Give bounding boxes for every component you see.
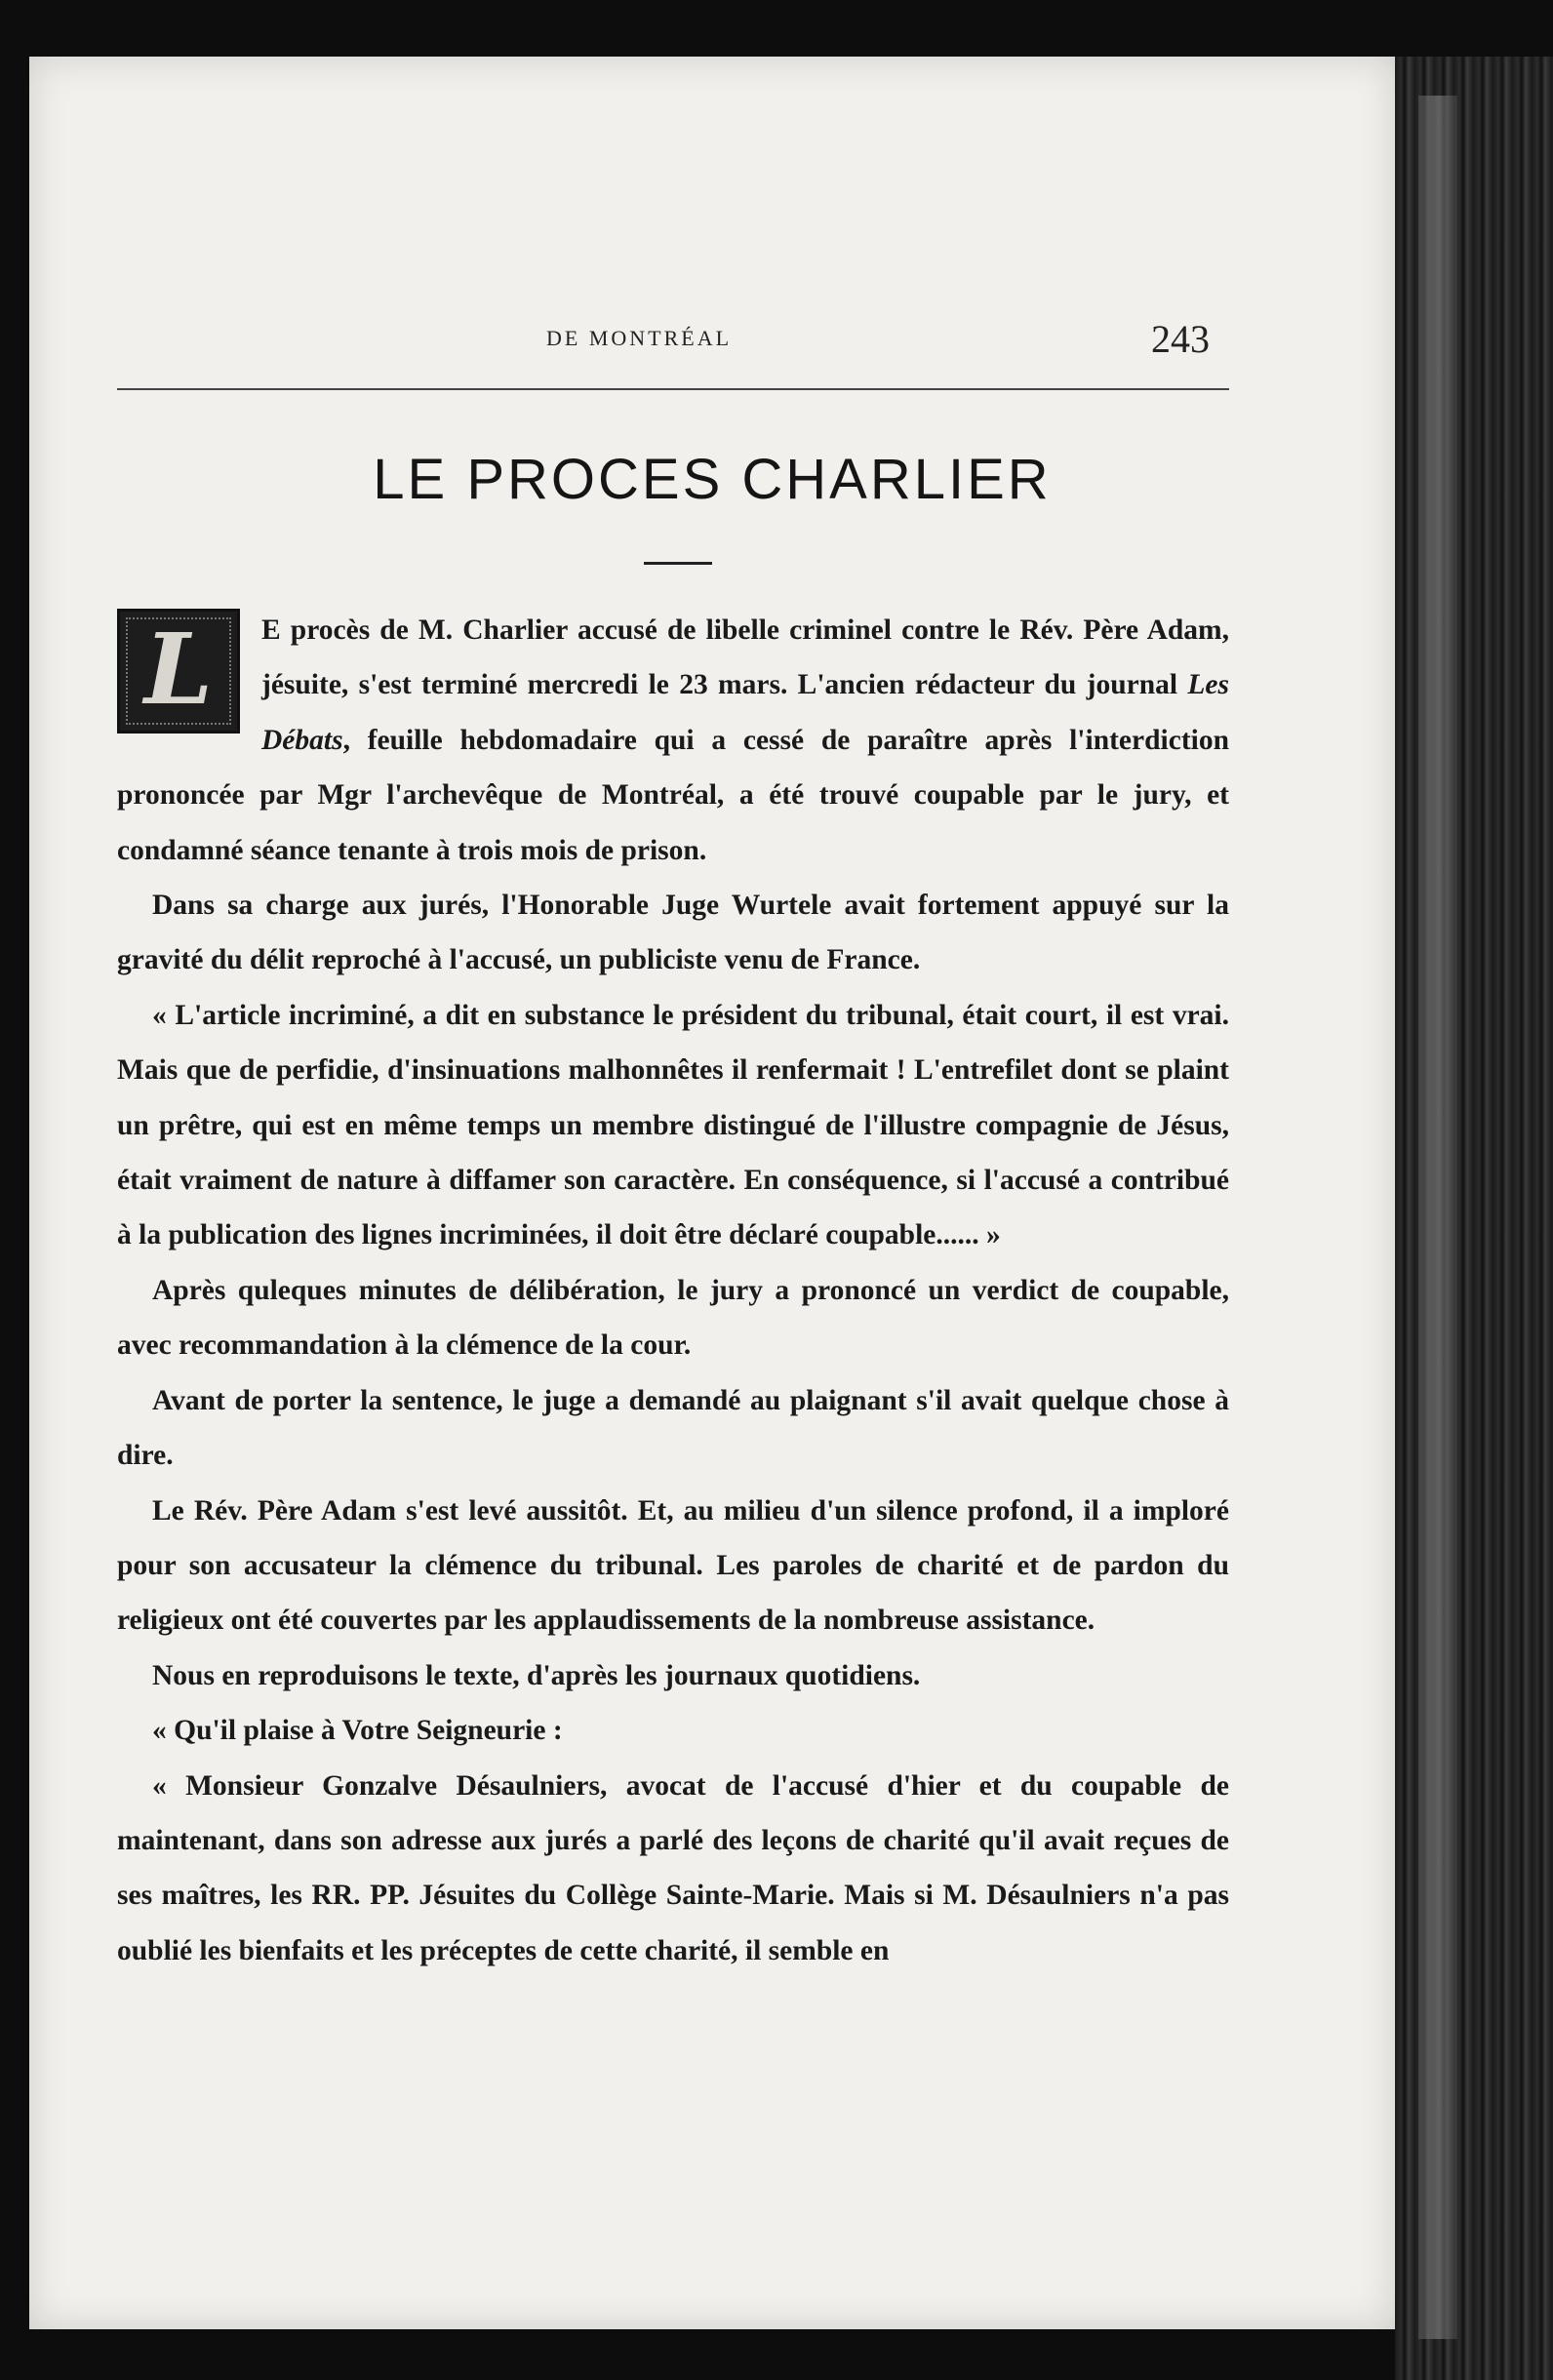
- paragraph-8: « Qu'il plaise à Votre Seigneurie :: [152, 1715, 563, 1747]
- book-page: [29, 57, 1395, 2329]
- running-head: [29, 317, 1395, 361]
- paragraph-6: Le Rév. Père Adam s'est levé aussitôt. Et, au milieu d'un silence profond, il a imploré pour son accusateur la clémence du tribunal. Les paroles de charité et de pardon du religieux ont été couvertes par les applaudissements de la nombreuse assistance.: [117, 1494, 1229, 1637]
- paragraph-4: Après quleques minutes de délibération, le jury a prononcé un verdict de coupable, avec recommandation à la clémence de la cour.: [117, 1274, 1229, 1362]
- paragraph-9: « Monsieur Gonzalve Désaulniers, avocat de l'accusé d'hier et du coupable de maintenant, dans son adresse aux jurés a parlé des leçons de charité qu'il avait reçues de ses maîtres, les RR. PP. Jésuites du Collège Sainte-Marie. Mais si M. Désaulniers n'a pas oublié les bienfaits et les préceptes de cette charité, il semble en: [117, 1769, 1229, 1966]
- paragraph-2: Dans sa charge aux jurés, l'Honorable Juge Wurtele avait fortement appuyé sur la gravité du délit reproché à l'accusé, un publiciste venu de France.: [117, 890, 1229, 976]
- paragraph-1-end: , feuille hebdomadaire qui a cessé de paraître après l'interdiction prononcée par Mgr l'archevêque de Montréal, a été trouvé coupable par le jury, et condamné séance tenante à trois mois de prison.: [117, 724, 1229, 866]
- ornamental-dropcap: [117, 609, 240, 734]
- header-rule: [117, 388, 1229, 390]
- journal-name: Les Débats: [261, 669, 1229, 756]
- book-edge: [1395, 57, 1553, 2380]
- paragraph-1-text: E procès de M. Charlier accusé de libelle criminel contre le Rév. Père Adam, jésuite, s'est terminé mercredi le 23 mars. L'ancien rédacteur du journal: [261, 615, 1229, 701]
- dropcap-letter: L: [143, 612, 214, 727]
- title-rule: [644, 562, 712, 565]
- paragraph-1: [117, 603, 1229, 878]
- article-body: [117, 603, 1229, 1978]
- paragraph-3: « L'article incriminé, a dit en substance le président du tribunal, était court, il est vrai. Mais que de perfidie, d'insinuations malhonnêtes il renfermait ! L'entrefilet dont se plaint un prêtre, qui est en même temps un membre distingué de l'illustre compagnie de Jésus, était vraiment de nature à diffamer son caractère. En conséquence, si l'accusé a contribué à la publication des lignes incriminées, il doit être déclaré coupable...... »: [117, 999, 1229, 1251]
- page-number: 243: [1151, 317, 1210, 361]
- running-title: DE MONTRÉAL: [546, 326, 733, 350]
- book-edge-highlight: [1418, 96, 1457, 2339]
- paragraph-5: Avant de porter la sentence, le juge a demandé au plaignant s'il avait quelque chose à dire.: [117, 1384, 1229, 1472]
- article-title: LE PROCES CHARLIER: [373, 448, 1052, 511]
- paragraph-7: Nous en reproduisons le texte, d'après les journaux quotidiens.: [152, 1659, 921, 1691]
